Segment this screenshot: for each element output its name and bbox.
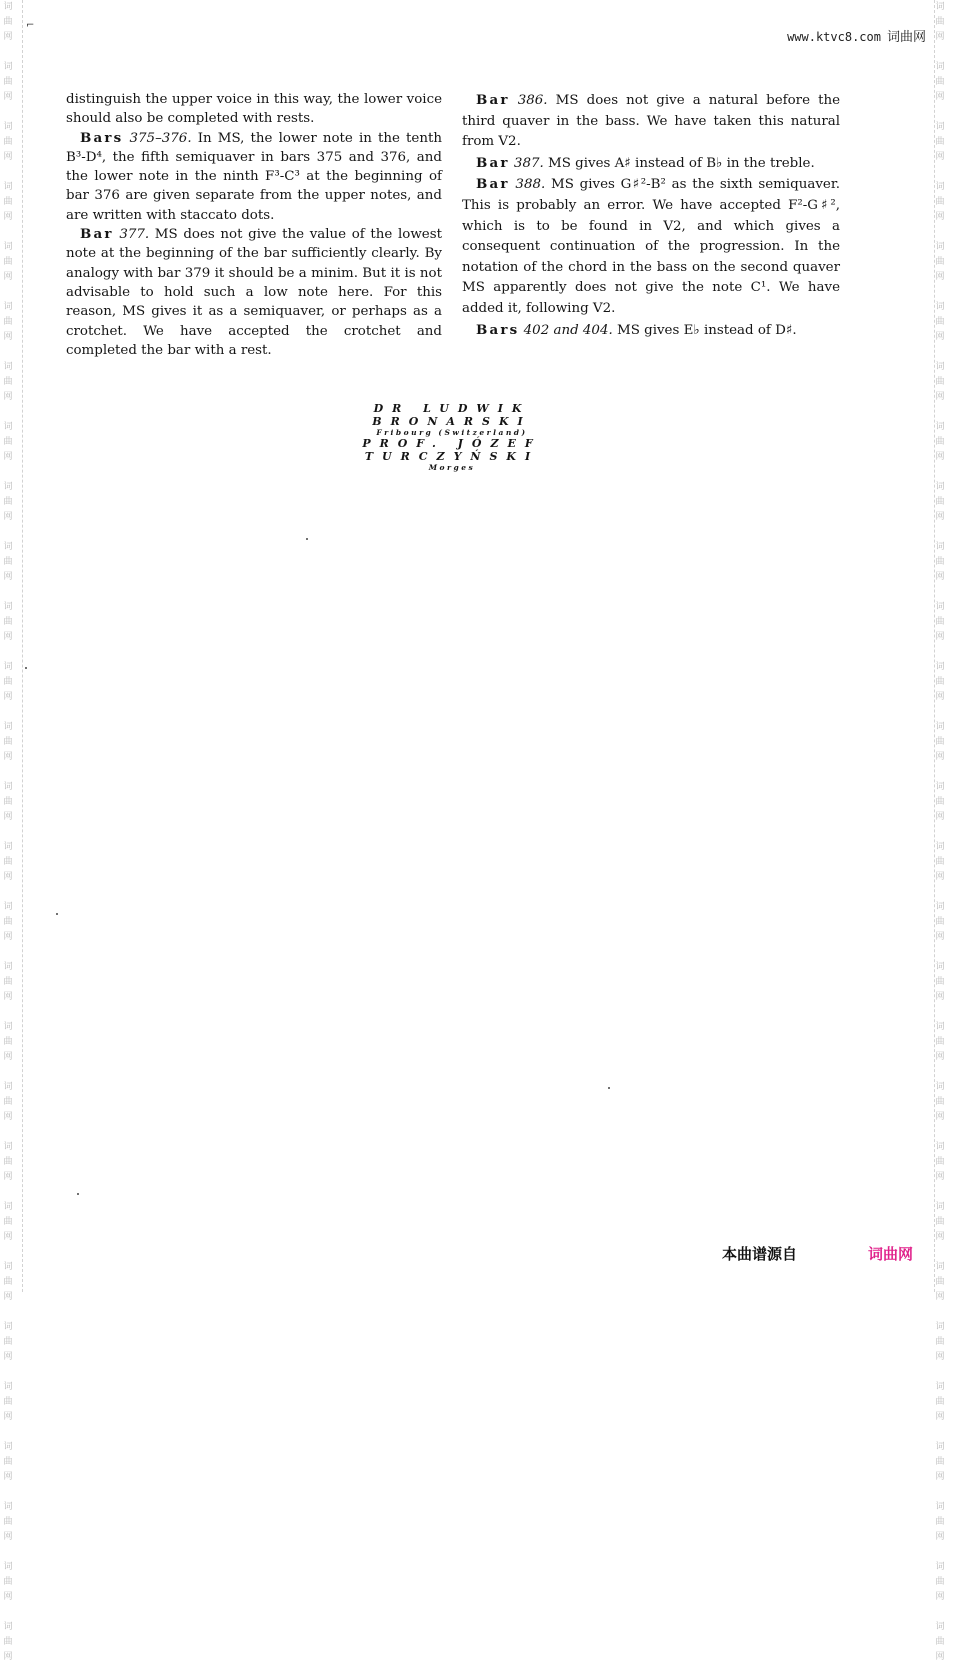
paragraph-text: MS does not give a natural before the third quaver in the bass. We have taken this natural from V2. — [462, 93, 840, 150]
bar-label: Bar — [476, 92, 510, 108]
scan-speck — [56, 913, 58, 915]
paragraph — [66, 129, 442, 225]
corner-mark: ⌐ — [26, 20, 35, 31]
scan-speck — [608, 1087, 610, 1089]
scan-speck — [306, 538, 308, 540]
signature-name: PROF. JÓZEF TURCZYŃSKI — [362, 437, 542, 463]
bar-label: Bar — [476, 176, 510, 193]
site-name-text: 词曲网 — [886, 30, 926, 45]
bar-reference: 387. — [513, 155, 544, 171]
signature-place: Morges — [428, 463, 476, 472]
bar-reference: 388. — [515, 177, 546, 193]
bar-label: Bars — [476, 321, 520, 338]
signature-block-2 — [296, 437, 608, 472]
site-url-text[interactable]: www.ktvc8.com — [787, 30, 881, 44]
bar-reference: 377. — [119, 227, 150, 243]
site-watermark[interactable] — [787, 26, 926, 45]
paragraph-text: distinguish the upper voice in this way, the lower voice should also be completed with rests. — [66, 92, 442, 127]
left-margin-line — [22, 0, 23, 1292]
footer-brand-link[interactable]: 词曲网 — [868, 1245, 914, 1263]
paragraph-text: MS gives A♯ instead of B♭ in the treble. — [548, 155, 815, 171]
footer-source-text: 本曲谱源自 — [722, 1245, 798, 1263]
paragraph-text: In MS, the lower note in the tenth B³-D⁴, the fifth semiquaver in bars 375 and 376, and the lower note in the ninth F³-C³ at the beginning of bar 376 are given separate from the upper notes, and are written with staccato dots. — [66, 130, 442, 223]
paragraph-text: MS gives G♯²-B² as the sixth semiquaver. This is probably an error. We have accepted F²-G♯², which is to be found in V2, and which gives a consequent continuation of the progression. In the notation of the chord in the bass on the second quaver MS apparently does not give the note C¹. We have added it, following V2. — [462, 177, 841, 316]
signature-block-1 — [296, 402, 608, 437]
paragraph — [66, 90, 442, 129]
bar-reference: 375–376. — [129, 130, 192, 146]
scan-speck — [77, 1193, 79, 1195]
paragraph — [462, 174, 840, 319]
bar-label: Bars — [80, 129, 124, 146]
paragraph-text: MS gives E♭ instead of D♯. — [617, 322, 797, 338]
left-text-column — [66, 90, 442, 360]
signature-name: DR LUDWIK BRONARSKI — [372, 402, 532, 428]
left-watermark-strip: 词 曲 网 词 曲 网 词 曲 网 词 曲 网 词 曲 网 词 曲 网 词 曲 网 词 曲 网 词 曲 网 词 曲 网 词 曲 网 词 曲 网 词 曲 网 词 曲 网 词 曲 网 词 曲 网 词 曲 网 词 曲 网 词 曲 网 词 曲 网 词 曲 网 词 曲 网 词 曲 网 词 曲 网 词 曲 网 词 曲 网 词 曲 网 词 曲 网 — [3, 2, 13, 1662]
bar-reference: 386. — [517, 93, 548, 108]
bar-reference: 402 and 404. — [523, 322, 613, 338]
paragraph — [462, 320, 840, 342]
right-watermark-strip: 词 曲 网 词 曲 网 词 曲 网 词 曲 网 词 曲 网 词 曲 网 词 曲 网 词 曲 网 词 曲 网 词 曲 网 词 曲 网 词 曲 网 词 曲 网 词 曲 网 词 曲 网 词 曲 网 词 曲 网 词 曲 网 词 曲 网 词 曲 网 词 曲 网 词 曲 网 词 曲 网 词 曲 网 词 曲 网 词 曲 网 词 曲 网 词 曲 网 — [935, 2, 945, 1662]
paragraph-text: MS does not give the value of the lowest note at the beginning of the bar sufficiently clearly. By analogy with bar 379 it should be a minim. But it is not advisable to hold such a low note here. For this reason, MS gives it as a semiquaver, or perhaps as a crotchet. We have accepted the crotchet and completed the bar with a rest. — [66, 227, 442, 358]
paragraph — [462, 153, 840, 175]
paragraph — [66, 225, 442, 360]
right-text-column — [462, 90, 840, 341]
bar-label: Bar — [80, 226, 114, 243]
scan-speck — [25, 667, 27, 669]
paragraph — [462, 90, 840, 153]
bar-label: Bar — [476, 154, 510, 171]
signature-place: Fribourg (Switzerland) — [376, 428, 528, 437]
